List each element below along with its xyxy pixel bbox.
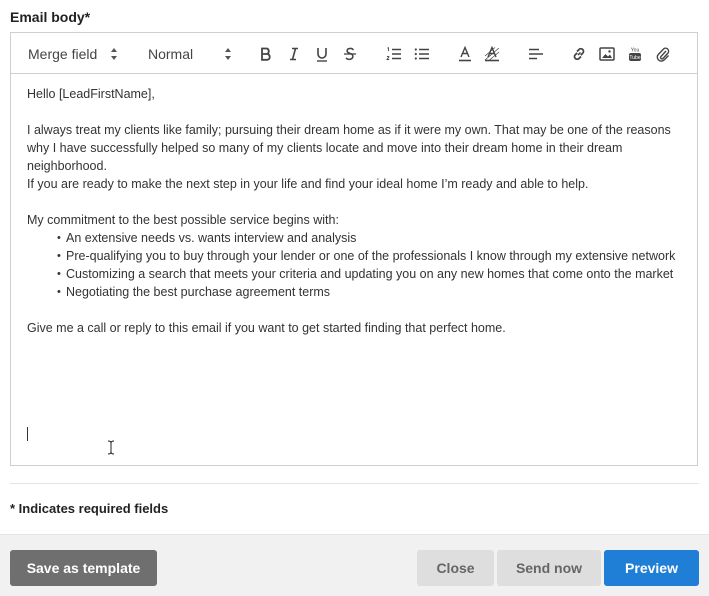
bold-button[interactable]: [256, 44, 276, 64]
highlight-color-icon: [484, 46, 500, 62]
image-icon: [599, 47, 615, 61]
send-now-button[interactable]: Send now: [497, 550, 601, 586]
list-item: • Customizing a search that meets your criteria and updating you on any new homes that come onto the market: [66, 265, 677, 283]
email-body-label: Email body*: [10, 9, 91, 25]
bullet-list-icon: [414, 47, 430, 61]
youtube-icon: [628, 46, 642, 62]
insert-image-button[interactable]: [597, 44, 617, 64]
text-cursor: [27, 427, 28, 441]
strikethrough-icon: [343, 47, 357, 61]
svg-text:You: You: [630, 47, 640, 54]
underline-button[interactable]: [312, 44, 332, 64]
body-paragraph: I always treat my clients like family; pursuing their dream home as if it were my own. That may be one of the reasons why I have successfully helped so many of my clients locate and move into their dream home in their dream neighborhood.: [27, 123, 671, 173]
bullet-list-button[interactable]: [412, 44, 432, 64]
preview-button[interactable]: Preview: [604, 550, 699, 586]
email-body-content[interactable]: [27, 85, 677, 337]
underline-icon: [315, 47, 329, 62]
align-left-icon: [528, 47, 544, 61]
italic-icon: [287, 47, 301, 61]
strikethrough-button[interactable]: [340, 44, 360, 64]
commitment-list: [27, 229, 677, 301]
closing-paragraph: Give me a call or reply to this email if you want to get started finding that perfect home.: [27, 321, 506, 335]
bold-icon: [259, 47, 273, 61]
required-fields-note: * Indicates required fields: [10, 501, 169, 516]
list-item: • An extensive needs vs. wants interview and analysis: [66, 229, 677, 247]
text-color-icon: [458, 46, 472, 62]
body-paragraph: If you are ready to make the next step in your life and find your ideal home I’m ready and able to help.: [27, 177, 589, 191]
close-button[interactable]: Close: [417, 550, 494, 586]
updown-caret-icon: [110, 45, 118, 67]
list-item: • Pre-qualifying you to buy through your lender or one of the professionals I know through my extensive network: [66, 247, 677, 265]
section-divider: [10, 483, 699, 484]
merge-field-label: Merge field: [28, 46, 98, 62]
save-as-template-button[interactable]: Save as template: [10, 550, 157, 586]
ordered-list-button[interactable]: [384, 44, 404, 64]
background-color-button[interactable]: [482, 44, 502, 64]
updown-caret-icon: [224, 45, 232, 67]
text-color-button[interactable]: [455, 44, 475, 64]
editor-toolbar: [11, 33, 697, 74]
merge-field-select[interactable]: [28, 45, 123, 63]
dialog-footer: [0, 534, 709, 596]
svg-text:Tube: Tube: [629, 55, 641, 61]
list-item: • Negotiating the best purchase agreement terms: [66, 283, 677, 301]
format-select[interactable]: [148, 45, 235, 63]
attach-file-button[interactable]: [653, 44, 673, 64]
ordered-list-icon: [386, 47, 402, 61]
ibeam-cursor-icon: [107, 440, 115, 460]
format-label: Normal: [148, 46, 194, 62]
paperclip-icon: [656, 46, 670, 62]
email-body-editor[interactable]: [10, 32, 698, 466]
italic-button[interactable]: [284, 44, 304, 64]
greeting-text: Hello [LeadFirstName],: [27, 87, 155, 101]
align-button[interactable]: [526, 44, 546, 64]
body-paragraph: My commitment to the best possible service begins with:: [27, 213, 339, 227]
insert-link-button[interactable]: [569, 44, 589, 64]
insert-video-button[interactable]: [625, 44, 645, 64]
link-icon: [571, 46, 587, 62]
